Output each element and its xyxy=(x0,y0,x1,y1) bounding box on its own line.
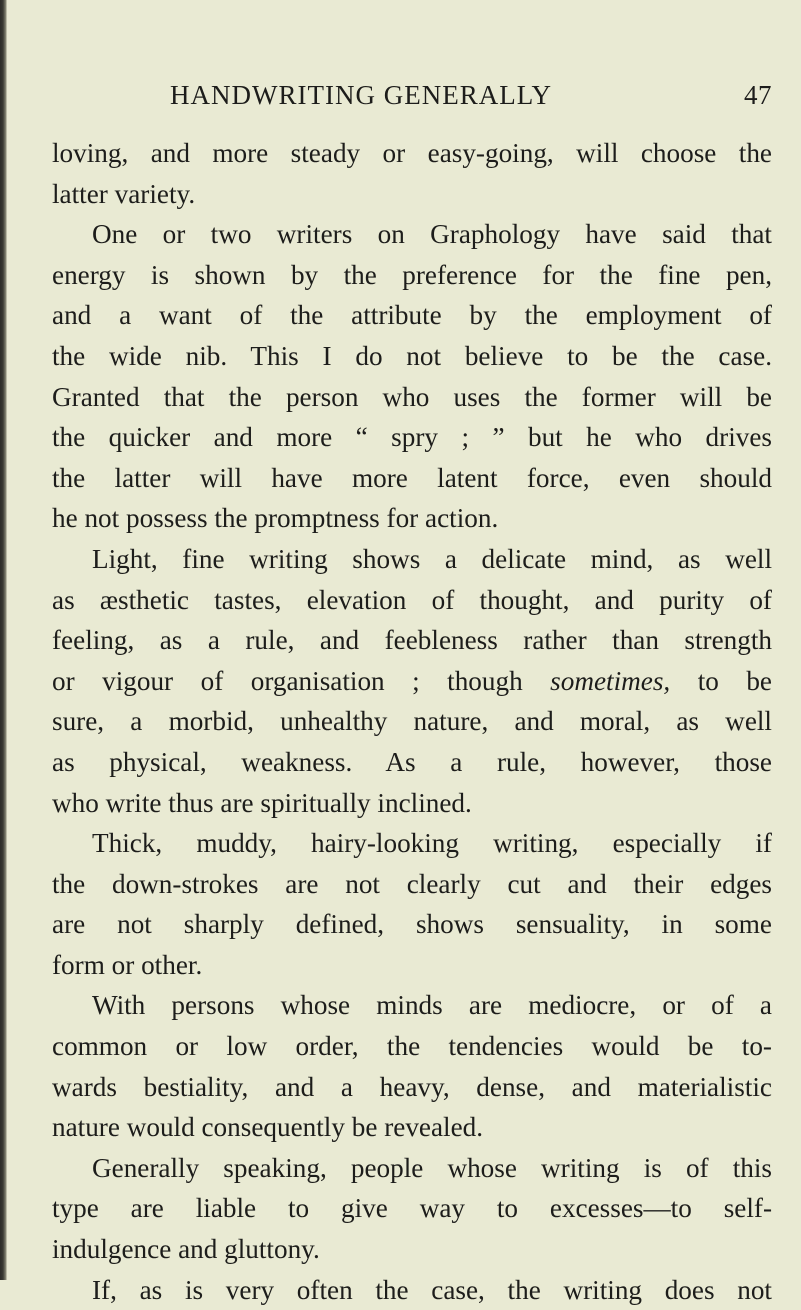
text-line xyxy=(52,336,772,377)
text-line-content: With persons whose minds are mediocre, or of a xyxy=(92,990,772,1021)
text-line xyxy=(52,214,772,255)
text-line-content: Generally speaking, people whose writing is of this xyxy=(92,1152,772,1183)
text-line xyxy=(52,580,772,621)
text-line-content: who write thus are spiritually inclined. xyxy=(52,787,472,818)
text-line xyxy=(52,1067,772,1108)
text-line-content: energy is shown by the preference for the fine pen, xyxy=(52,259,772,290)
page-number: 47 xyxy=(744,80,772,110)
text-line-content: indulgence and gluttony. xyxy=(52,1234,320,1265)
text-line xyxy=(52,742,772,783)
text-line-content: sure, a morbid, unhealthy nature, and moral, as well xyxy=(52,706,772,737)
text-line-content: wards bestiality, and a heavy, dense, and materialistic xyxy=(52,1071,772,1102)
text-line-content: and a want of the attribute by the employment of xyxy=(52,300,772,331)
text-line xyxy=(52,661,772,702)
text-line-content: If, as is very often the case, the writing does not xyxy=(92,1274,772,1305)
text-line xyxy=(52,539,772,580)
text-line-content: latter variety. xyxy=(52,178,196,209)
text-line xyxy=(52,377,772,418)
text-line-content: type are liable to give way to excesses—to self- xyxy=(52,1193,772,1224)
text-line-content: Thick, muddy, hairy-looking writing, especially if xyxy=(92,828,772,859)
text-line xyxy=(52,498,772,539)
text-line-content: the quicker and more “ spry ; ” but he who drives xyxy=(52,422,772,453)
text-line-content: Light, fine writing shows a delicate mind, as well xyxy=(92,543,772,574)
text-line xyxy=(52,255,772,296)
text-line xyxy=(52,174,772,215)
text-line xyxy=(52,823,772,864)
text-line xyxy=(52,864,772,905)
text-line xyxy=(52,945,772,986)
body-text xyxy=(52,133,772,1310)
text-line-content: Granted that the person who uses the former will be xyxy=(52,381,772,412)
text-line xyxy=(52,458,772,499)
text-line-content: to be xyxy=(670,665,772,696)
text-line-content: or vigour of organisation ; though xyxy=(52,665,551,696)
text-line xyxy=(52,620,772,661)
running-head: HANDWRITING GENERALLY xyxy=(170,80,552,110)
text-line-content: the latter will have more latent force, even should xyxy=(52,462,772,493)
text-line-content: form or other. xyxy=(52,949,203,980)
text-line xyxy=(52,1229,772,1270)
text-line-content: the wide nib. This I do not believe to be the case. xyxy=(52,340,772,371)
text-line-content: One or two writers on Graphology have said that xyxy=(92,219,772,250)
text-line xyxy=(52,417,772,458)
text-line xyxy=(52,985,772,1026)
text-line-content: loving, and more steady or easy-going, will choose the xyxy=(52,138,772,168)
text-line xyxy=(52,783,772,824)
text-line xyxy=(52,1107,772,1148)
text-line xyxy=(52,904,772,945)
book-page xyxy=(52,80,772,1305)
page-header xyxy=(170,80,772,120)
text-line-content: common or low order, the tendencies would be to- xyxy=(52,1031,772,1062)
text-line xyxy=(52,701,772,742)
text-line-content: are not sharply defined, shows sensuality, in some xyxy=(52,909,772,940)
text-line-content: feeling, as a rule, and feebleness rather than strength xyxy=(52,625,772,656)
text-line-content: he not possess the promptness for action. xyxy=(52,503,499,534)
text-line xyxy=(52,1026,772,1067)
text-line xyxy=(52,1188,772,1229)
text-line-content: nature would consequently be revealed. xyxy=(52,1112,484,1143)
text-line xyxy=(52,295,772,336)
text-line-content: the down-strokes are not clearly cut and their edges xyxy=(52,868,772,899)
text-line-content: as æsthetic tastes, elevation of thought, and purity of xyxy=(52,584,772,615)
text-line-content: as physical, weakness. As a rule, however, those xyxy=(52,746,772,777)
text-line xyxy=(52,1270,772,1310)
page-binding-edge xyxy=(0,0,7,1280)
text-line xyxy=(52,1148,772,1189)
text-line xyxy=(52,133,772,174)
italic-emphasis: sometimes, xyxy=(550,665,671,696)
